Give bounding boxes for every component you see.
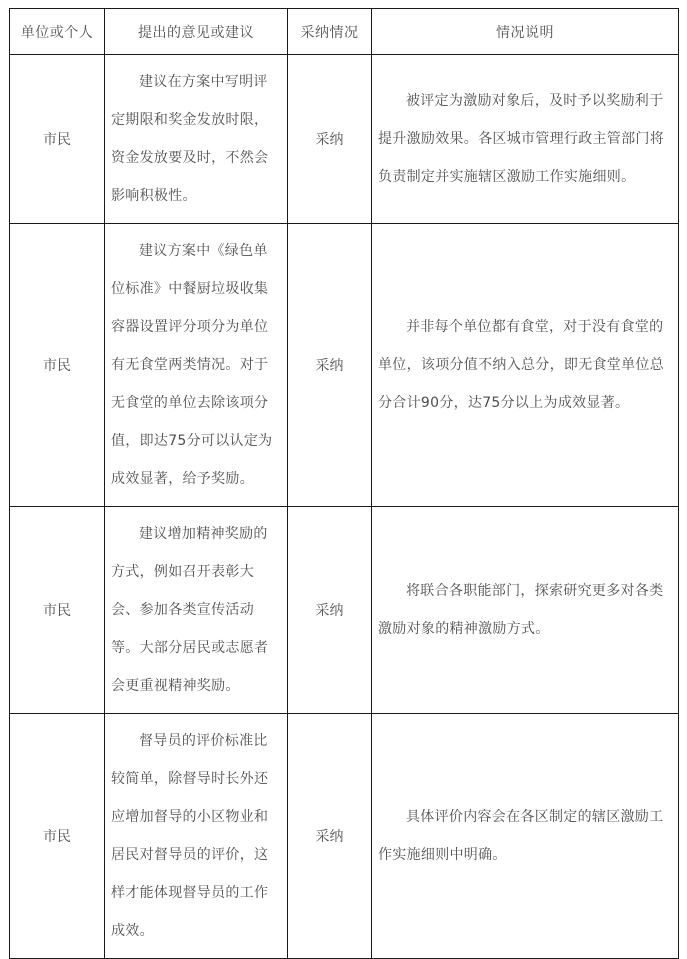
header-cell-unit: 单位或个人 (10, 9, 105, 55)
table-row (10, 507, 679, 714)
header-cell-explanation: 情况说明 (372, 9, 679, 55)
feedback-table (9, 8, 679, 959)
unit-cell: 市民 (10, 507, 105, 714)
header-cell-adoption: 采纳情况 (288, 9, 372, 55)
explanation-text: 具体评价内容会在各区制定的辖区激励工作实施细则中明确。 (378, 809, 664, 863)
explanation-text: 将联合各职能部门，探索研究更多对各类激励对象的精神激励方式。 (378, 583, 664, 637)
explanation-cell (372, 714, 679, 959)
table-header-row (10, 9, 679, 55)
explanation-cell (372, 507, 679, 714)
header-cell-suggestion: 提出的意见或建议 (105, 9, 288, 55)
suggestion-cell (105, 224, 288, 507)
table-row (10, 224, 679, 507)
adoption-cell: 采纳 (288, 714, 372, 959)
adoption-cell: 采纳 (288, 507, 372, 714)
suggestion-text: 建议增加精神奖励的方式，例如召开表彰大会、参加各类宣传活动等。大部分居民或志愿者会更重视精神奖励。 (111, 526, 269, 694)
adoption-cell: 采纳 (288, 224, 372, 507)
unit-cell: 市民 (10, 55, 105, 224)
suggestion-cell (105, 55, 288, 224)
table-row (10, 714, 679, 959)
suggestion-text: 督导员的评价标准比较简单，除督导时长外还应增加督导的小区物业和居民对督导员的评价，这样才能体现督导员的工作成效。 (111, 733, 269, 939)
explanation-text: 被评定为激励对象后，及时予以奖励利于提升激励效果。各区城市管理行政主管部门将负责制定并实施辖区激励工作实施细则。 (378, 93, 664, 185)
suggestion-cell (105, 507, 288, 714)
unit-cell: 市民 (10, 224, 105, 507)
explanation-cell (372, 224, 679, 507)
table-row (10, 55, 679, 224)
suggestion-text: 建议在方案中写明评定期限和奖金发放时限，资金发放要及时，不然会影响积极性。 (111, 74, 269, 204)
adoption-cell: 采纳 (288, 55, 372, 224)
explanation-cell (372, 55, 679, 224)
explanation-text: 并非每个单位都有食堂，对于没有食堂的单位，该项分值不纳入总分，即无食堂单位总分合计90分，达75分以上为成效显著。 (378, 319, 664, 411)
suggestion-cell (105, 714, 288, 959)
unit-cell: 市民 (10, 714, 105, 959)
suggestion-text: 建议方案中《绿色单位标准》中餐厨垃圾收集容器设置评分项分为单位有无食堂两类情况。对于无食堂的单位去除该项分值，即达75分可以认定为成效显著，给予奖励。 (111, 243, 273, 487)
